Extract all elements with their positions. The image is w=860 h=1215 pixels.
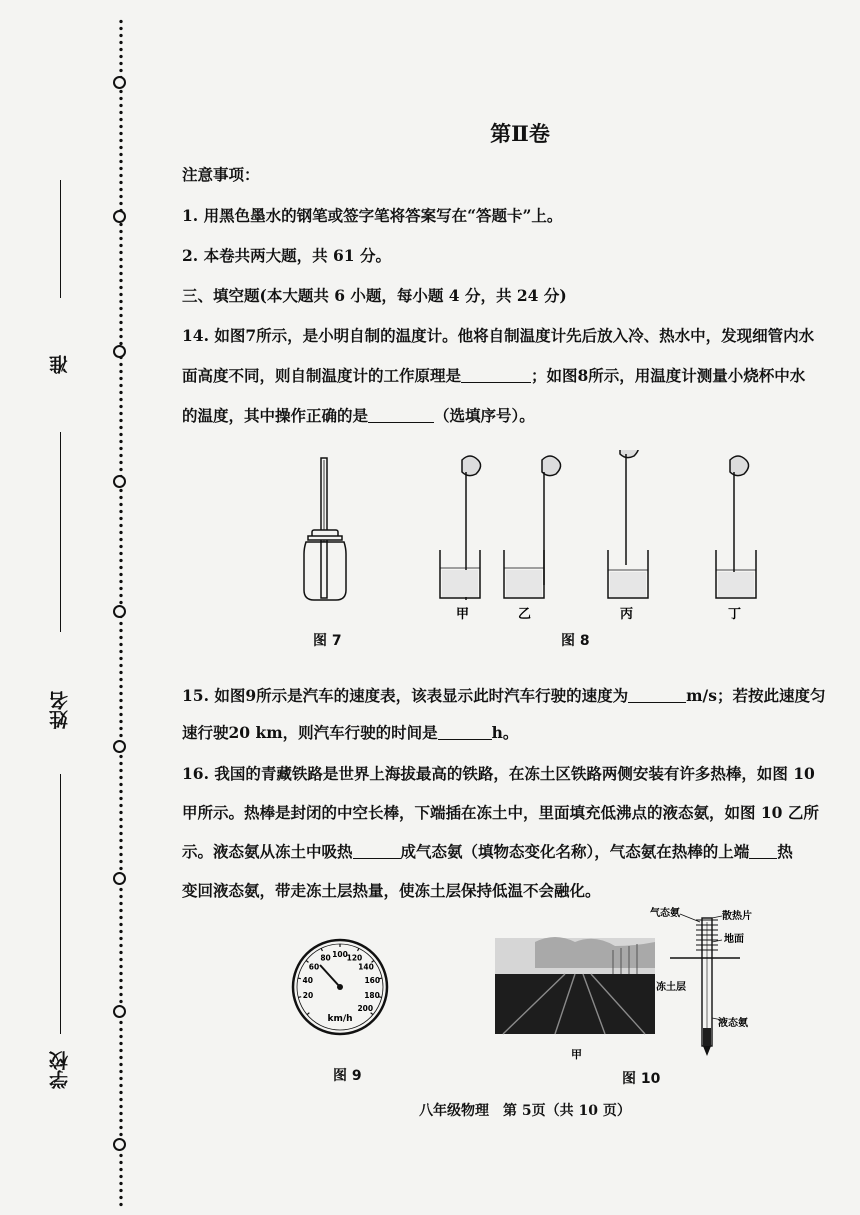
q14-text: 面高度不同，则自制温度计的工作原理是 <box>182 366 462 385</box>
binding-hole <box>113 475 126 488</box>
figure-9-speedometer <box>288 925 392 1055</box>
speedometer-tick <box>298 997 301 998</box>
figure-10-photo <box>495 928 655 1068</box>
beaker-bing <box>608 450 648 598</box>
q14-line-2 <box>182 364 805 386</box>
q14-line-1: 14. 如图7所示，是小明自制的温度计。他将自制温度计先后放入冷、热水中，发现细管内水 <box>182 326 815 345</box>
binding-line <box>60 774 61 1034</box>
figure-7-caption: 图 7 <box>313 633 342 649</box>
binding-hole <box>113 345 126 358</box>
speedometer-tick-label: 40 <box>302 976 313 986</box>
side-label-name: 姓名 <box>49 691 71 729</box>
beaker-yi <box>504 456 561 598</box>
section-heading: 三、填空题(本大题共 6 小题，每小题 4 分，共 24 分) <box>182 286 567 305</box>
beaker-label-ding: 丁 <box>728 607 742 620</box>
figure-10-heat-pipe <box>650 900 770 1065</box>
speedometer-tick-label: 120 <box>346 953 363 963</box>
speedometer-tick <box>298 978 301 979</box>
binding-hole <box>113 605 126 618</box>
beaker-label-bing: 丙 <box>620 607 634 620</box>
figure-10-caption: 图 10 <box>622 1071 661 1087</box>
q15-text: m/s；若按此速度匀 <box>686 686 826 705</box>
paper-title: 第Ⅱ卷 <box>490 121 550 146</box>
q16-line-4: 变回液态氨，带走冻土层热量，使冻土层保持低温不会融化。 <box>182 881 601 900</box>
q16-line-1: 16. 我国的青藏铁路是世界上海拔最高的铁路，在冻土区铁路两侧安装有许多热棒，如图 10 <box>182 764 815 783</box>
notes-item-1: 1. 用黑色墨水的钢笔或签字笔将答案写在“答题卡”上。 <box>182 206 563 225</box>
binding-line <box>60 180 61 298</box>
beaker-ding <box>716 456 756 598</box>
speedometer-tick-label: 200 <box>357 1004 374 1014</box>
speedometer-tick-label: 140 <box>358 962 374 972</box>
side-label-zhun: 准 <box>49 355 71 375</box>
speedometer-tick-label: 20 <box>302 990 314 1000</box>
speedometer-tick-label: 180 <box>364 990 380 1000</box>
q15-text: h。 <box>491 723 519 742</box>
speedometer-tick-label: 80 <box>320 953 331 963</box>
q15-text: 15. 如图9所示是汽车的速度表，该表显示此时汽车行驶的速度为 <box>182 686 629 705</box>
figure-8-caption: 图 8 <box>561 633 590 649</box>
notes-heading: 注意事项： <box>182 165 260 184</box>
label-ground: 地面 <box>724 934 744 945</box>
figure-7-8 <box>290 450 810 620</box>
q15-line-2 <box>182 721 518 743</box>
answer-blank[interactable] <box>628 686 686 703</box>
q14-text: 的温度，其中操作正确的是 <box>182 406 369 425</box>
homemade-thermometer <box>304 458 346 600</box>
figure-9-caption: 图 9 <box>333 1068 362 1084</box>
label-liquid-ammonia: 液态氨 <box>718 1018 748 1029</box>
speedometer-tick-label: 60 <box>308 962 320 972</box>
beaker-jia <box>440 456 481 600</box>
answer-blank[interactable] <box>353 842 401 859</box>
binding-hole <box>113 210 126 223</box>
label-gas-ammonia: 气态氨 <box>650 908 680 919</box>
label-frozen-soil: 冻土层 <box>656 982 686 993</box>
binding-line <box>60 432 61 632</box>
binding-hole <box>113 1005 126 1018</box>
speedometer-tick-label: 100 <box>332 950 348 959</box>
side-label-school: 学校 <box>49 1051 71 1089</box>
binding-hole <box>113 740 126 753</box>
q16-line-3 <box>182 840 793 862</box>
q16-text: 成气态氨（填物态变化名称），气态氨在热棒的上端 <box>400 842 750 861</box>
q15-text: 速行驶20 km，则汽车行驶的时间是 <box>182 723 438 742</box>
q14-line-3 <box>182 404 535 426</box>
answer-blank[interactable] <box>368 406 434 423</box>
binding-hole <box>113 76 126 89</box>
answer-blank[interactable] <box>438 723 492 740</box>
binding-hole <box>113 872 126 885</box>
binding-hole <box>113 1138 126 1151</box>
page-footer: 八年级物理 第 5页（共 10 页） <box>419 1103 631 1119</box>
q15-line-1 <box>182 684 825 706</box>
speedometer-tick-label: 160 <box>364 976 381 986</box>
answer-blank[interactable] <box>461 366 531 383</box>
q16-line-2: 甲所示。热棒是封闭的中空长棒，下端插在冻土中，里面填充低沸点的液态氨，如图 10 乙所 <box>182 803 819 822</box>
beaker-label-yi: 乙 <box>518 607 532 620</box>
beaker-label-jia: 甲 <box>456 607 470 620</box>
q16-text: 示。液态氨从冻土中吸热 <box>182 842 353 861</box>
answer-blank[interactable] <box>749 842 777 859</box>
figure-10-sub-jia: 甲 <box>571 1048 582 1061</box>
q14-text: （选填序号）。 <box>434 406 535 425</box>
q14-text: ；如图8所示，用温度计测量小烧杯中水 <box>531 366 806 385</box>
speedometer-unit: km/h <box>327 1014 353 1024</box>
label-fins: 散热片 <box>722 911 752 922</box>
q16-text: 热 <box>777 842 793 861</box>
notes-item-2: 2. 本卷共两大题，共 61 分。 <box>182 246 391 265</box>
